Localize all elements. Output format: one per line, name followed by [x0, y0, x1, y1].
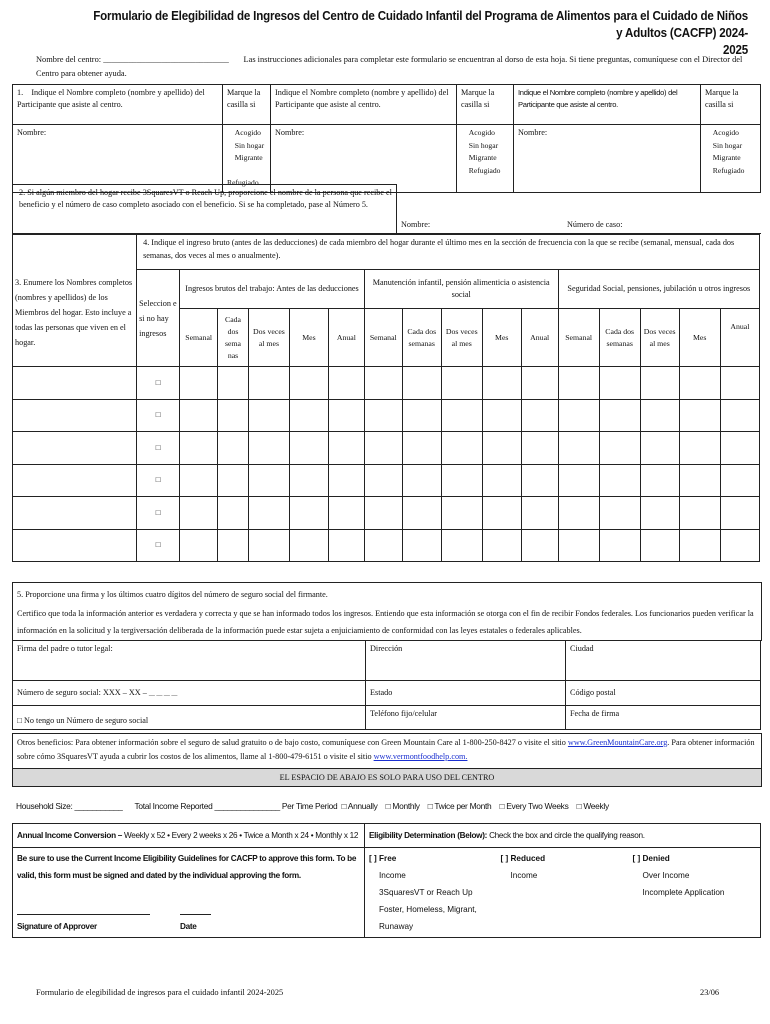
- income-amount-cell[interactable]: [248, 529, 289, 562]
- member-name-cell[interactable]: [13, 367, 137, 400]
- vermontfoodhelp-link[interactable]: www.vermontfoodhelp.com.: [373, 752, 468, 761]
- no-income-checkbox[interactable]: □: [137, 432, 180, 465]
- income-amount-cell[interactable]: [640, 464, 679, 497]
- income-amount-cell[interactable]: [328, 432, 364, 465]
- section5-block: [12, 582, 762, 641]
- income-amount-cell[interactable]: [679, 529, 720, 562]
- income-amount-cell[interactable]: [599, 497, 640, 530]
- guidelines-text: Be sure to use the Current Income Eligibility Guidelines for CACFP to approve this form. To be valid, this form must be signed and dated by the individual approving the form.: [17, 854, 357, 880]
- zip-field[interactable]: Código postal: [566, 681, 761, 706]
- income-conversion: Annual Income Conversion – Weekly x 52 • Every 2 weeks x 26 • Twice a Month x 24 • Monthly x 12: [13, 824, 365, 848]
- income-amount-cell[interactable]: [289, 529, 328, 562]
- income-amount-cell[interactable]: [248, 399, 289, 432]
- member-name-cell[interactable]: [13, 497, 137, 530]
- income-amount-cell[interactable]: [218, 497, 249, 530]
- income-amount-cell[interactable]: [402, 399, 441, 432]
- income-amount-cell[interactable]: [521, 367, 558, 400]
- income-amount-cell[interactable]: [218, 432, 249, 465]
- freq-biweekly-1: Cada dos sema nas: [218, 309, 249, 367]
- period-monthly[interactable]: □ Monthly: [385, 801, 420, 811]
- no-ssn-checkbox[interactable]: □ No tengo un Número de seguro social: [13, 706, 366, 730]
- income-amount-cell[interactable]: [248, 432, 289, 465]
- income-amount-cell[interactable]: [720, 399, 759, 432]
- income-amount-cell[interactable]: [558, 367, 599, 400]
- income-amount-cell[interactable]: [248, 367, 289, 400]
- income-amount-cell[interactable]: [640, 399, 679, 432]
- income-amount-cell[interactable]: [599, 432, 640, 465]
- freq-annual-2: Anual: [521, 309, 558, 367]
- income-amount-cell[interactable]: [441, 432, 482, 465]
- income-amount-cell[interactable]: [482, 497, 521, 530]
- participant-name-2[interactable]: Nombre:: [271, 125, 457, 193]
- member-name-cell[interactable]: [13, 529, 137, 562]
- income-amount-cell[interactable]: [289, 367, 328, 400]
- period-twice-month[interactable]: □ Twice per Month: [427, 801, 492, 811]
- other-benefits: Otros beneficios: Para obtener información sobre el seguro de salud gratuito o de bajo costo, comuníquese con Green Mountain Care al 1-800-250-8427 o visite el sitio www.GreenMountainCare.org. Para obtener información sobre cómo 3SquaresVT ayuda a cubrir los costos de los alimentos, llame al 1-800-479-6151 o visite el sitio www.vermontfoodhelp.com.: [12, 733, 762, 771]
- member-name-cell[interactable]: [13, 432, 137, 465]
- income-amount-cell[interactable]: [521, 497, 558, 530]
- section4-text: 4. Indique el ingreso bruto (antes de las deducciones) de cada miembro del hogar durante el último mes en la sección de frecuencia con la que se recibe (semanal, mensual, cada dos semanas, dos veces al mes o anualmente).: [137, 235, 760, 270]
- section5-heading: 5. Proporcione una firma y los últimos cuatro dígitos del número de seguro social del firmante.: [17, 590, 328, 599]
- income-amount-cell[interactable]: [720, 367, 759, 400]
- status-checkboxes-1[interactable]: Acogido Sin hogar Migrante Refugiado: [223, 125, 271, 193]
- no-income-checkbox[interactable]: □: [137, 497, 180, 530]
- income-amount-cell[interactable]: [640, 529, 679, 562]
- income-amount-cell[interactable]: [402, 529, 441, 562]
- income-amount-cell[interactable]: [720, 529, 759, 562]
- income-amount-cell[interactable]: [402, 464, 441, 497]
- income-amount-cell[interactable]: [402, 432, 441, 465]
- status-checkboxes-2[interactable]: Acogido Sin hogar Migrante Refugiado: [457, 125, 514, 193]
- footer-title: Formulario de elegibilidad de ingresos para el cuidado infantil 2024-2025: [36, 988, 284, 997]
- income-table: [12, 234, 760, 562]
- certification-text: Certifico que toda la información anterior es verdadera y correcta y que se han informado todos los ingresos. Entiendo que esta información se otorga con el fin de recibir Fondos federales. Los funcionarios pueden verificar la información en la solicitud y la tergiversación deliberada de la información puede estar sujeta a enjuiciamiento de conformidad con las leyes estatales o federales aplicables.: [17, 609, 754, 635]
- freq-weekly-3: Semanal: [558, 309, 599, 367]
- approver-date-label[interactable]: Date: [180, 922, 197, 931]
- income-amount-cell[interactable]: [720, 464, 759, 497]
- income-amount-cell[interactable]: [218, 529, 249, 562]
- income-amount-cell[interactable]: [558, 529, 599, 562]
- household-member-row: [13, 497, 760, 530]
- city-field[interactable]: Ciudad: [566, 641, 761, 681]
- section1-check-label-3: Marque la casilla si: [701, 85, 761, 125]
- center-name-label[interactable]: Nombre del centro: ______________________________: [36, 55, 229, 64]
- income-amount-cell[interactable]: [599, 529, 640, 562]
- income-amount-cell[interactable]: [521, 529, 558, 562]
- free-option[interactable]: [ ] Free Income 3SquaresVT or Reach Up Foster, Homeless, Migrant, Runaway: [365, 848, 497, 938]
- phone-field[interactable]: Teléfono fijo/celular: [366, 706, 566, 730]
- freq-monthly-3: Mes: [679, 309, 720, 367]
- participant-name-3[interactable]: Nombre:: [514, 125, 701, 193]
- section1-check-label-2: Marque la casilla si: [457, 85, 514, 125]
- income-amount-cell[interactable]: [328, 529, 364, 562]
- income-amount-cell[interactable]: [180, 464, 218, 497]
- ssn-field[interactable]: Número de seguro social: XXX – XX – __ __ __ __: [13, 681, 366, 706]
- income-amount-cell[interactable]: [521, 399, 558, 432]
- income-amount-cell[interactable]: [482, 529, 521, 562]
- state-field[interactable]: Estado: [366, 681, 566, 706]
- intro-text: Nombre del centro: ______________________________ Las instrucciones adicionales para completar este formulario se encuentran al dorso de esta hoja. Si tiene preguntas, comuníquese con el Director del Centro para obtener ayuda.: [36, 55, 743, 78]
- participant-name-1[interactable]: Nombre:: [13, 125, 223, 193]
- income-amount-cell[interactable]: [521, 464, 558, 497]
- income-amount-cell[interactable]: [180, 497, 218, 530]
- section1-prompt-2: Indique el Nombre completo (nombre y apellido) del Participante que asiste al centro.: [271, 85, 457, 125]
- household-line: [16, 801, 760, 811]
- income-amount-cell[interactable]: [364, 497, 402, 530]
- signature-date-field[interactable]: Fecha de firma: [566, 706, 761, 730]
- income-amount-cell[interactable]: [289, 432, 328, 465]
- income-amount-cell[interactable]: [482, 399, 521, 432]
- income-amount-cell[interactable]: [558, 432, 599, 465]
- income-amount-cell[interactable]: [364, 529, 402, 562]
- income-amount-cell[interactable]: [599, 367, 640, 400]
- income-amount-cell[interactable]: [558, 399, 599, 432]
- income-amount-cell[interactable]: [180, 367, 218, 400]
- income-amount-cell[interactable]: [482, 367, 521, 400]
- income-amount-cell[interactable]: [218, 399, 249, 432]
- income-amount-cell[interactable]: [679, 464, 720, 497]
- section3-text: 3. Enumere los Nombres completos (nombres y apellidos) de los Miembros del hogar. Esto incluye a todas las personas que viven en el hogar.: [13, 235, 137, 367]
- household-member-row: [13, 464, 760, 497]
- freq-weekly-2: Semanal: [364, 309, 402, 367]
- household-member-row: [13, 367, 760, 400]
- income-amount-cell[interactable]: [328, 367, 364, 400]
- income-amount-cell[interactable]: [328, 497, 364, 530]
- group-child-support: Manutención infantil, pensión alimenticia o asistencia social: [364, 270, 558, 309]
- income-amount-cell[interactable]: [521, 432, 558, 465]
- income-amount-cell[interactable]: [558, 497, 599, 530]
- income-amount-cell[interactable]: [441, 367, 482, 400]
- period-weekly[interactable]: □ Weekly: [576, 801, 609, 811]
- income-amount-cell[interactable]: [679, 367, 720, 400]
- denied-option[interactable]: [ ] Denied Over Income Incomplete Application: [629, 848, 761, 938]
- member-name-cell[interactable]: [13, 399, 137, 432]
- freq-semimonthly-3: Dos veces al mes: [640, 309, 679, 367]
- section2-table: [12, 184, 761, 234]
- freq-annual-3: Anual: [720, 309, 759, 367]
- no-income-checkbox[interactable]: □: [137, 399, 180, 432]
- income-amount-cell[interactable]: [720, 497, 759, 530]
- income-amount-cell[interactable]: [599, 464, 640, 497]
- freq-semimonthly-1: Dos veces al mes: [248, 309, 289, 367]
- income-amount-cell[interactable]: [289, 497, 328, 530]
- household-size-field[interactable]: Household Size: ___________: [16, 801, 123, 811]
- freq-biweekly-3: Cada dos semanas: [599, 309, 640, 367]
- section1-prompt-3: Indique el Nombre completo (nombre y apellido) del Participante que asiste al centro.: [514, 85, 701, 125]
- income-amount-cell[interactable]: [720, 432, 759, 465]
- income-amount-cell[interactable]: [441, 497, 482, 530]
- income-amount-cell[interactable]: [364, 432, 402, 465]
- signature-table: [12, 640, 761, 730]
- income-amount-cell[interactable]: [679, 432, 720, 465]
- group-social-security: Seguridad Social, pensiones, jubilación u otros ingresos: [558, 270, 759, 309]
- eligibility-determination: Eligibility Determination (Below): Check the box and circle the qualifying reason.: [365, 824, 761, 848]
- address-field[interactable]: Dirección: [366, 641, 566, 681]
- income-amount-cell[interactable]: [402, 497, 441, 530]
- income-amount-cell[interactable]: [180, 399, 218, 432]
- section2-case-field[interactable]: Número de caso:: [567, 220, 623, 229]
- no-income-label: Seleccion e si no hay ingresos: [137, 270, 180, 367]
- status-checkboxes-3[interactable]: Acogido Sin hogar Migrante Refugiado: [701, 125, 761, 193]
- parent-signature-field[interactable]: Firma del padre o tutor legal:: [13, 641, 366, 681]
- section1-check-label: Marque la casilla si: [223, 85, 271, 125]
- income-amount-cell[interactable]: [679, 399, 720, 432]
- income-amount-cell[interactable]: [328, 399, 364, 432]
- member-name-cell[interactable]: [13, 464, 137, 497]
- section1-prompt: 1. Indique el Nombre completo (nombre y apellido) del Participante que asiste al centro.: [13, 85, 223, 125]
- income-amount-cell[interactable]: [441, 529, 482, 562]
- section2-text: 2. Si algún miembro del hogar recibe 3SquaresVT o Reach Up, proporcione el nombre de la persona que recibe el beneficio y el número de caso completo asociado con el beneficio. Si se ha completado, pase al Número 5.: [13, 185, 397, 234]
- income-amount-cell[interactable]: [441, 399, 482, 432]
- total-income-field[interactable]: Total Income Reported _______________ Per Time Period: [134, 801, 338, 811]
- income-amount-cell[interactable]: [640, 432, 679, 465]
- freq-semimonthly-2: Dos veces al mes: [441, 309, 482, 367]
- income-amount-cell[interactable]: [441, 464, 482, 497]
- reduced-option[interactable]: [ ] Reduced Income: [497, 848, 629, 938]
- approver-block: [13, 848, 365, 938]
- income-amount-cell[interactable]: [364, 464, 402, 497]
- freq-monthly-1: Mes: [289, 309, 328, 367]
- household-member-row: [13, 529, 760, 562]
- section2-name-field[interactable]: Nombre:: [401, 220, 431, 229]
- period-two-weeks[interactable]: □ Every Two Weeks: [499, 801, 569, 811]
- office-use-banner: EL ESPACIO DE ABAJO ES SOLO PARA USO DEL CENTRO: [12, 768, 762, 787]
- income-amount-cell[interactable]: [180, 529, 218, 562]
- income-amount-cell[interactable]: [482, 432, 521, 465]
- income-amount-cell[interactable]: [218, 367, 249, 400]
- income-amount-cell[interactable]: [248, 497, 289, 530]
- income-amount-cell[interactable]: [640, 497, 679, 530]
- footer-code: 23/06: [700, 988, 720, 997]
- income-amount-cell[interactable]: [640, 367, 679, 400]
- group-work-income: Ingresos brutos del trabajo: Antes de las deducciones: [180, 270, 365, 309]
- approver-signature-label[interactable]: Signature of Approver: [17, 922, 97, 931]
- freq-biweekly-2: Cada dos semanas: [402, 309, 441, 367]
- income-amount-cell[interactable]: [328, 464, 364, 497]
- income-amount-cell[interactable]: [402, 367, 441, 400]
- freq-annual-1: Anual: [328, 309, 364, 367]
- income-amount-cell[interactable]: [289, 464, 328, 497]
- freq-monthly-2: Mes: [482, 309, 521, 367]
- office-table: [12, 823, 761, 938]
- no-income-checkbox[interactable]: □: [137, 529, 180, 562]
- income-amount-cell[interactable]: [180, 432, 218, 465]
- period-annually[interactable]: □ Annually: [341, 801, 378, 811]
- income-amount-cell[interactable]: [289, 399, 328, 432]
- household-member-row: [13, 432, 760, 465]
- income-amount-cell[interactable]: [248, 464, 289, 497]
- household-member-row: [13, 399, 760, 432]
- income-amount-cell[interactable]: [679, 497, 720, 530]
- income-amount-cell[interactable]: [482, 464, 521, 497]
- no-income-checkbox[interactable]: □: [137, 464, 180, 497]
- freq-weekly-1: Semanal: [180, 309, 218, 367]
- income-amount-cell[interactable]: [558, 464, 599, 497]
- income-amount-cell[interactable]: [599, 399, 640, 432]
- greenmountaincare-link[interactable]: www.GreenMountainCare.org: [567, 738, 668, 747]
- form-title: Formulario de Elegibilidad de Ingresos del Centro de Cuidado Infantil del Programa de Alimentos para el Cuidado de Niños y Adultos (CACFP) 2024- 2025: [93, 9, 749, 57]
- income-amount-cell[interactable]: [364, 367, 402, 400]
- section1-table: [12, 84, 761, 193]
- income-amount-cell[interactable]: [218, 464, 249, 497]
- no-income-checkbox[interactable]: □: [137, 367, 180, 400]
- income-amount-cell[interactable]: [364, 399, 402, 432]
